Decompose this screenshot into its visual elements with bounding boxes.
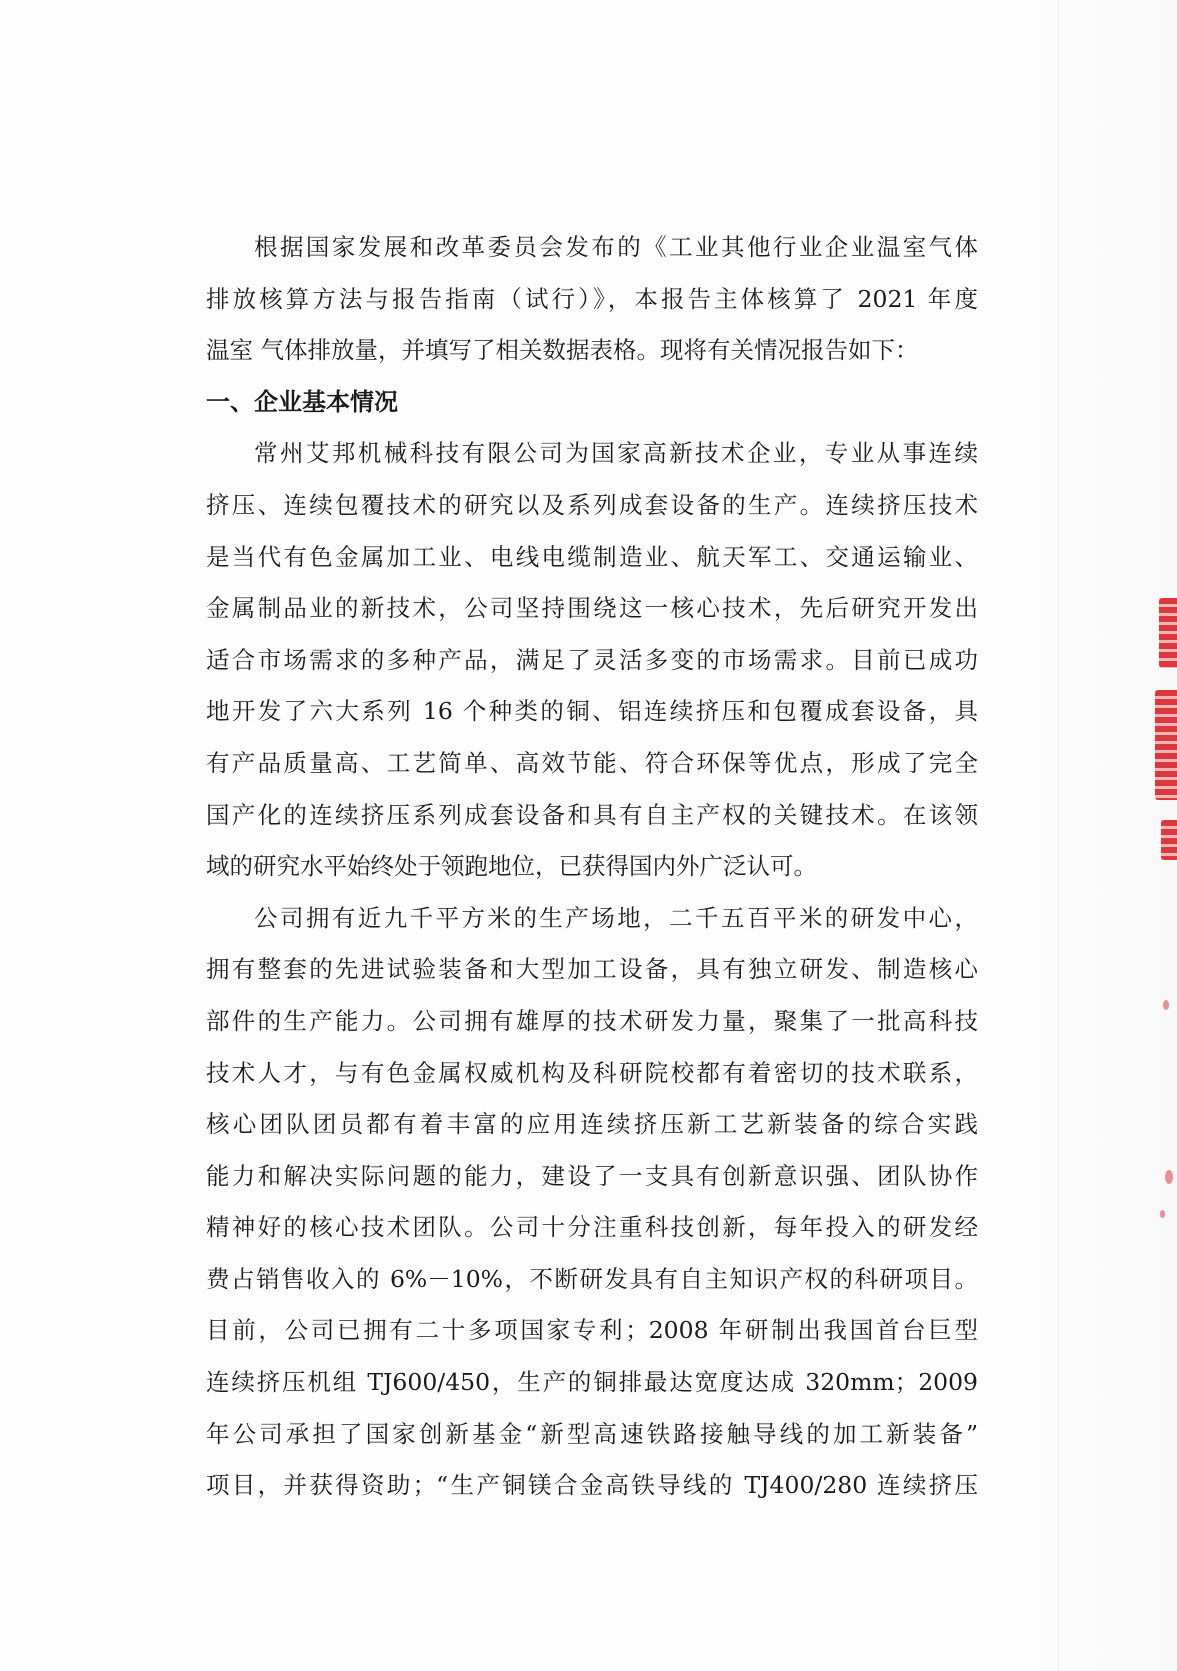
paragraph-2-line: 有产品质量高、工艺简单、高效节能、符合环保等优点，形成了完全 [206, 748, 978, 777]
paragraph-3-line: 精神好的核心技术团队。公司十分注重科技创新，每年投入的研发经 [206, 1213, 978, 1242]
paragraph-3-line: 年公司承担了国家创新基金“新型高速铁路接触导线的加工新装备” [206, 1419, 978, 1448]
body-text [206, 222, 978, 1512]
paragraph-3-line: 公司拥有近九千平方米的生产场地，二千五百平米的研发中心， [254, 903, 978, 932]
paragraph-3-line: 核心团队团员都有着丰富的应用连续挤压新工艺新装备的综合实践 [206, 1110, 978, 1139]
paragraph-2-line: 常州艾邦机械科技有限公司为国家高新技术企业，专业从事连续 [254, 439, 978, 468]
seal-stamp-fragment [1161, 820, 1177, 860]
seal-ink-speck [1165, 1170, 1173, 1184]
paragraph-3-line: 拥有整套的先进试验装备和大型加工设备，具有独立研发、制造核心 [206, 955, 978, 984]
paragraph-1-line: 排放核算方法与报告指南（试行）》，本报告主体核算了 2021 年度 [206, 284, 978, 313]
paragraph-2-line: 挤压、连续包覆技术的研究以及系列成套设备的生产。连续挤压技术 [206, 490, 978, 519]
scan-edge-shadow [1027, 0, 1177, 1671]
paragraph-3-line: 项目，并获得资助；“生产铜镁合金高铁导线的 TJ400/280 连续挤压 [206, 1471, 978, 1500]
paragraph-3-line: 目前，公司已拥有二十多项国家专利；2008 年研制出我国首台巨型 [206, 1316, 978, 1345]
paragraph-3-line: 费占销售收入的 6%－10%，不断研发具有自主知识产权的科研项目。 [206, 1264, 978, 1293]
page-seam-line [1058, 0, 1059, 1671]
paragraph-1-line: 根据国家发展和改革委员会发布的《工业其他行业企业温室气体 [254, 233, 978, 261]
paragraph-1-line: 温室 气体排放量，并填写了相关数据表格。现将有关情况报告如下： [206, 336, 919, 365]
paragraph-2-line: 金属制品业的新技术，公司坚持围绕这一核心技术，先后研究开发出 [206, 594, 978, 623]
section-heading: 一、企业基本情况 [206, 387, 398, 416]
seal-ink-speck [1160, 1210, 1165, 1218]
seal-stamp-fragment [1155, 690, 1177, 800]
seal-stamp-fragment [1159, 598, 1177, 668]
paragraph-3-line: 部件的生产能力。公司拥有雄厚的技术研发力量，聚集了一批高科技 [206, 1006, 978, 1035]
seal-ink-speck [1163, 1000, 1169, 1010]
paragraph-2-line: 国产化的连续挤压系列成套设备和具有自主产权的关键技术。在该领 [206, 800, 978, 829]
paragraph-2-line: 地开发了六大系列 16 个种类的铜、铝连续挤压和包覆成套设备，具 [206, 697, 978, 726]
paragraph-2-line: 是当代有色金属加工业、电线电缆制造业、航天军工、交通运输业、 [206, 542, 978, 571]
paragraph-3-line: 连续挤压机组 TJ600/450，生产的铜排最达宽度达成 320mm；2009 [206, 1368, 978, 1397]
paragraph-3-line: 能力和解决实际问题的能力，建设了一支具有创新意识强、团队协作 [206, 1161, 978, 1190]
paragraph-3-line: 技术人才，与有色金属权威机构及科研院校都有着密切的技术联系， [206, 1058, 978, 1087]
paragraph-2-line: 域的研究水平始终处于领跑地位，已获得国内外广泛认可。 [206, 852, 817, 881]
paragraph-2-line: 适合市场需求的多种产品，满足了灵活多变的市场需求。目前已成功 [206, 645, 978, 674]
